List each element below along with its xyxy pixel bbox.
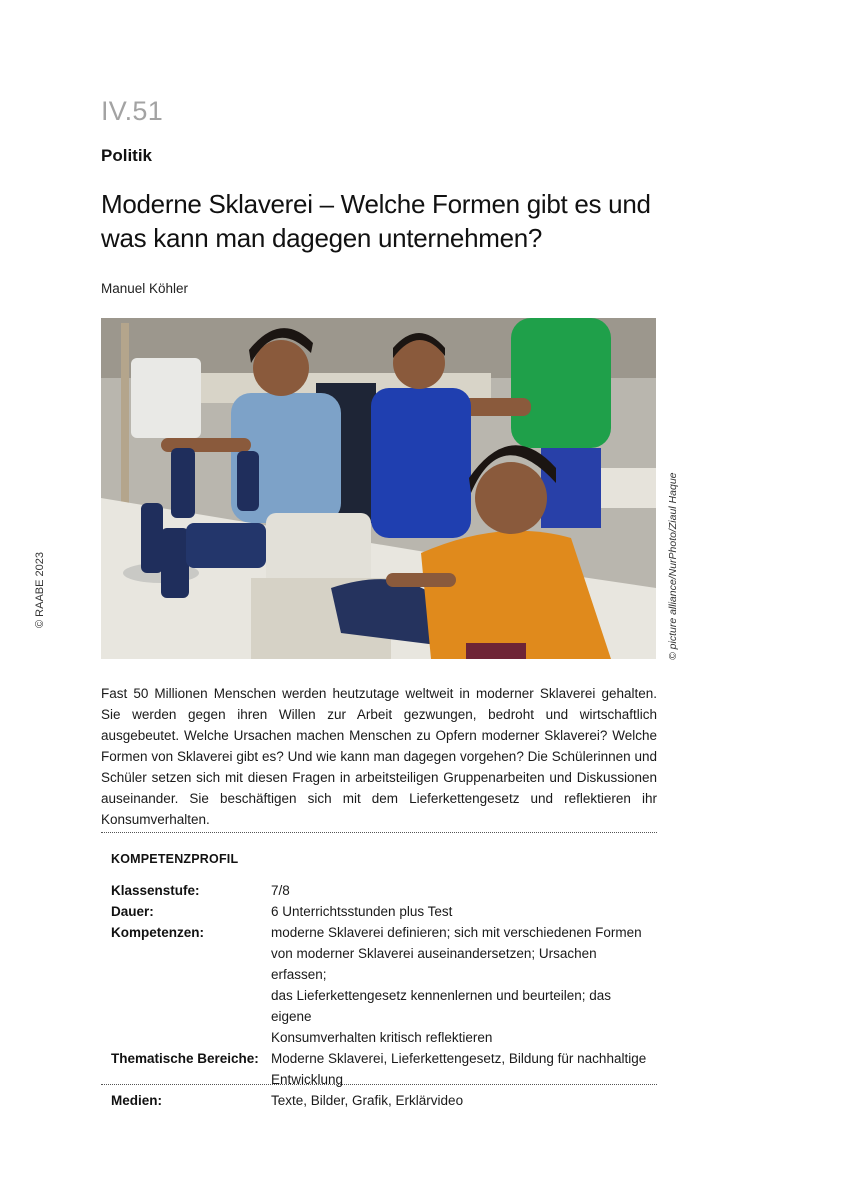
subject-label: Politik <box>101 146 153 165</box>
thread-spool <box>161 528 189 598</box>
boy-front-arm <box>386 573 456 587</box>
title-line-1: Moderne Sklaverei – Welche Formen gibt es und <box>101 189 651 219</box>
value-line: Moderne Sklaverei, Lieferkettengesetz, Bildung für nachhaltige <box>271 1051 647 1066</box>
divider-bottom <box>101 1084 657 1085</box>
value-line: Konsumverhalten kritisch reflektieren <box>271 1030 493 1045</box>
row-value <box>271 1090 651 1111</box>
sewing-machine-back <box>131 358 201 438</box>
boy-middle-shirt <box>371 388 471 538</box>
table-row <box>111 901 651 922</box>
intro-paragraph: Fast 50 Millionen Menschen werden heutzutage weltweit in moderner Sklaverei gehalten. Sie werden gegen ihren Willen zur Arbeit gezwungen, bedroht und wirtschaftlich ausgebeutet. Welche Ursachen machen Menschen zu Opfern moderner Sklaverei? Welche Formen von Sklaverei gibt es? Und wie kann man dagegen vorgehen? Die Schülerinnen und Schüler setzen sich mit diesen Fragen in arbeitsteiligen Gruppenarbeiten und Diskussionen auseinander. Sie beschäftigen sich mit dem Lieferkettengesetz und reflektieren ihr Konsumverhalten. <box>101 686 657 827</box>
star-fabric <box>186 523 266 568</box>
row-label: Klassenstufe: <box>111 883 200 898</box>
divider-top <box>101 832 657 833</box>
page-title <box>101 187 661 255</box>
table-row <box>111 922 651 1048</box>
title-line-2: was kann man dagegen unternehmen? <box>101 223 543 253</box>
author-name: Manuel Köhler <box>101 281 189 296</box>
value-line: 6 Unterrichtsstunden plus Test <box>271 904 453 919</box>
value-line: moderne Sklaverei definieren; sich mit verschiedenen Formen <box>271 925 642 940</box>
maroon-fabric <box>466 643 526 659</box>
photo-illustration <box>101 318 656 659</box>
photo-credit: © picture alliance/NurPhoto/Ziaul Haque <box>667 472 679 660</box>
row-label: Medien: <box>111 1093 163 1108</box>
kompetenzprofil-heading: KOMPETENZPROFIL <box>111 852 239 866</box>
row-label: Kompetenzen: <box>111 925 205 940</box>
unit-code: IV.51 <box>101 96 164 126</box>
copyright-notice: © RAABE 2023 <box>34 552 46 628</box>
kompetenzprofil-table <box>111 880 651 1111</box>
cover-photo <box>101 318 656 659</box>
value-line: Entwicklung <box>271 1072 344 1087</box>
value-line: 7/8 <box>271 883 290 898</box>
row-label: Thematische Bereiche: <box>111 1051 259 1066</box>
value-line: Texte, Bilder, Grafik, Erklärvideo <box>271 1093 464 1108</box>
row-value <box>271 901 651 922</box>
row-label: Dauer: <box>111 904 154 919</box>
row-value <box>271 922 651 1048</box>
value-line: das Lieferkettengesetz kennenlernen und beurteilen; das eigene <box>271 988 611 1024</box>
value-line: von moderner Sklaverei auseinandersetzen; Ursachen erfassen; <box>271 946 597 982</box>
thread-spool <box>171 448 195 518</box>
row-value <box>271 880 651 901</box>
boy-front-face <box>475 462 547 534</box>
table-row <box>111 880 651 901</box>
table-row <box>111 1090 651 1111</box>
boy-left-face <box>253 340 309 396</box>
man-arm <box>461 398 531 416</box>
thread-spool <box>141 503 163 573</box>
man-jeans <box>541 448 601 528</box>
man-green-shirt <box>511 318 611 448</box>
thread-spool <box>237 451 259 511</box>
